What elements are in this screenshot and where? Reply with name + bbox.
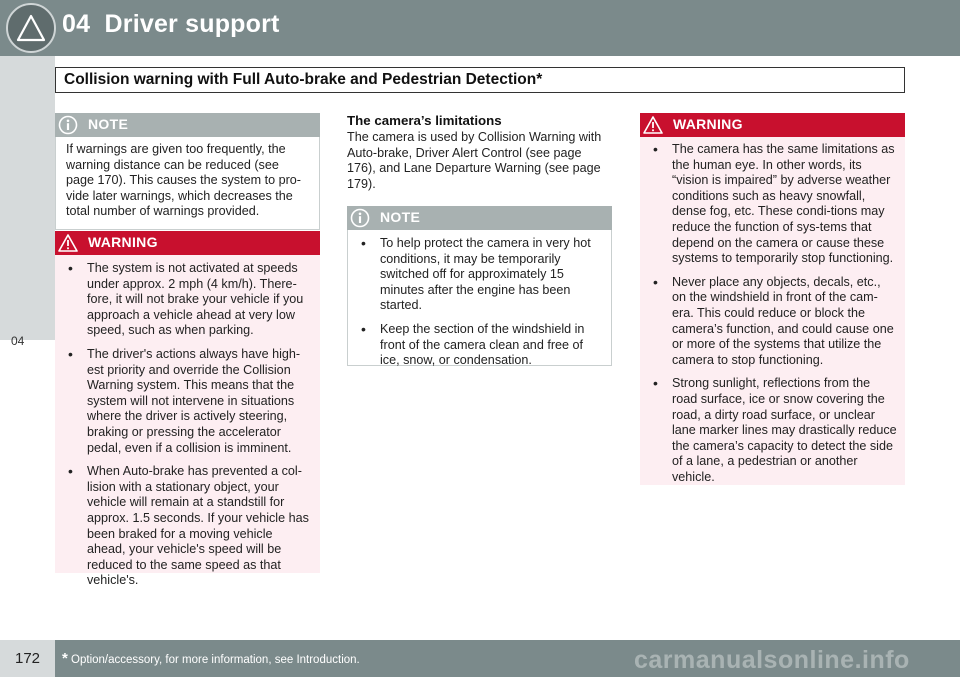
list-item: • The system is not activated at speeds under approx. 2 mph (4 km/h). There-fore, it will not brake your vehicle if you approach a vehicle ahead at very low speed, such as when parking.	[63, 261, 312, 339]
camera-section-text: The camera is used by Collision Warning with Auto-brake, Driver Alert Control (see page 176), and Lane Departure Warning (see page 179).	[347, 130, 602, 191]
page-number: 172	[0, 640, 55, 677]
note-heading: NOTE	[380, 209, 421, 225]
warning-header	[55, 231, 320, 255]
camera-section-title: The camera’s limitations	[347, 113, 502, 128]
list-item: • When Auto-brake has prevented a col-lision with a stationary object, your vehicle will remain at a standstill for approx. 1.5 seconds. If your vehicle has been braked for a moving vehicle ahead, your vehicle's speed will be reduced to the same speed as that vehicle's.	[63, 464, 312, 589]
chapter-name: Driver support	[104, 10, 280, 38]
chapter-number: 04	[62, 10, 91, 38]
warning-triangle-icon	[643, 115, 663, 135]
note-body	[55, 137, 320, 230]
chapter-side-tab[interactable]	[0, 56, 55, 348]
watermark: carmanualsonline.info	[634, 646, 910, 674]
note-text: If warnings are given too frequently, the warning distance can be reduced (see page 170). This causes the system to pro-vide later warnings, which decreases the total number of warnings provided.	[66, 142, 301, 219]
warning-triangle-icon	[58, 233, 78, 253]
note-box-1	[55, 113, 320, 230]
note-body	[347, 230, 612, 366]
warning-box-2	[640, 113, 905, 485]
warning-list	[63, 261, 312, 589]
list-item: • Never place any objects, decals, etc., on the windshield in front of the cam-era. This could reduce or block the camera’s function, and could cause one or more of the systems that utilize the camera to stop functioning.	[648, 275, 897, 369]
footnote-star: *	[62, 650, 68, 667]
list-item: • The driver's actions always have high-est priority and override the Collision Warning system. This means that the system will not intervene in situations where the driver is actively steering, braking or pressing the accelerator pedal, even if a collision is imminent.	[63, 347, 312, 456]
warning-body	[55, 255, 320, 588]
note-header	[347, 206, 612, 230]
info-icon	[58, 115, 78, 135]
footnote-text: Option/accessory, for more information, see Introduction.	[67, 654, 360, 666]
chapter-header	[0, 0, 960, 56]
note-heading: NOTE	[88, 116, 129, 132]
info-icon	[350, 208, 370, 228]
footnote	[62, 650, 360, 667]
section-title: Collision warning with Full Auto-brake and Pedestrian Detection*	[55, 67, 905, 93]
side-tab-label: 04	[11, 334, 25, 348]
note-box-2	[347, 206, 612, 366]
warning-header	[640, 113, 905, 137]
list-item: • Keep the section of the windshield in front of the camera clean and free of ice, snow, or condensation.	[356, 322, 603, 369]
list-item: • Strong sunlight, reflections from the road surface, ice or snow covering the road, a dirty road surface, or unclear lane marker lines may drastically reduce the camera’s capacity to detect the side of a lane, a pedestrian or another vehicle.	[648, 376, 897, 485]
warning-heading: WARNING	[88, 234, 158, 250]
chapter-title	[62, 10, 280, 39]
warning-list	[648, 142, 897, 485]
warning-triangle-icon	[6, 3, 56, 53]
note-header	[55, 113, 320, 137]
list-item: • The camera has the same limitations as the human eye. In other words, its “vision is impaired” by adverse weather conditions such as heavy snowfall, dense fog, etc. These condi-tions may reduce the function of sys-tems that depend on the camera or cause these systems to temporarily stop functioning.	[648, 142, 897, 267]
warning-box-1	[55, 231, 320, 588]
warning-heading: WARNING	[673, 116, 743, 132]
list-item: • To help protect the camera in very hot conditions, it may be temporarily switched off for approximately 15 minutes after the engine has been started.	[356, 236, 603, 314]
note-list	[356, 236, 603, 369]
warning-body	[640, 137, 905, 485]
